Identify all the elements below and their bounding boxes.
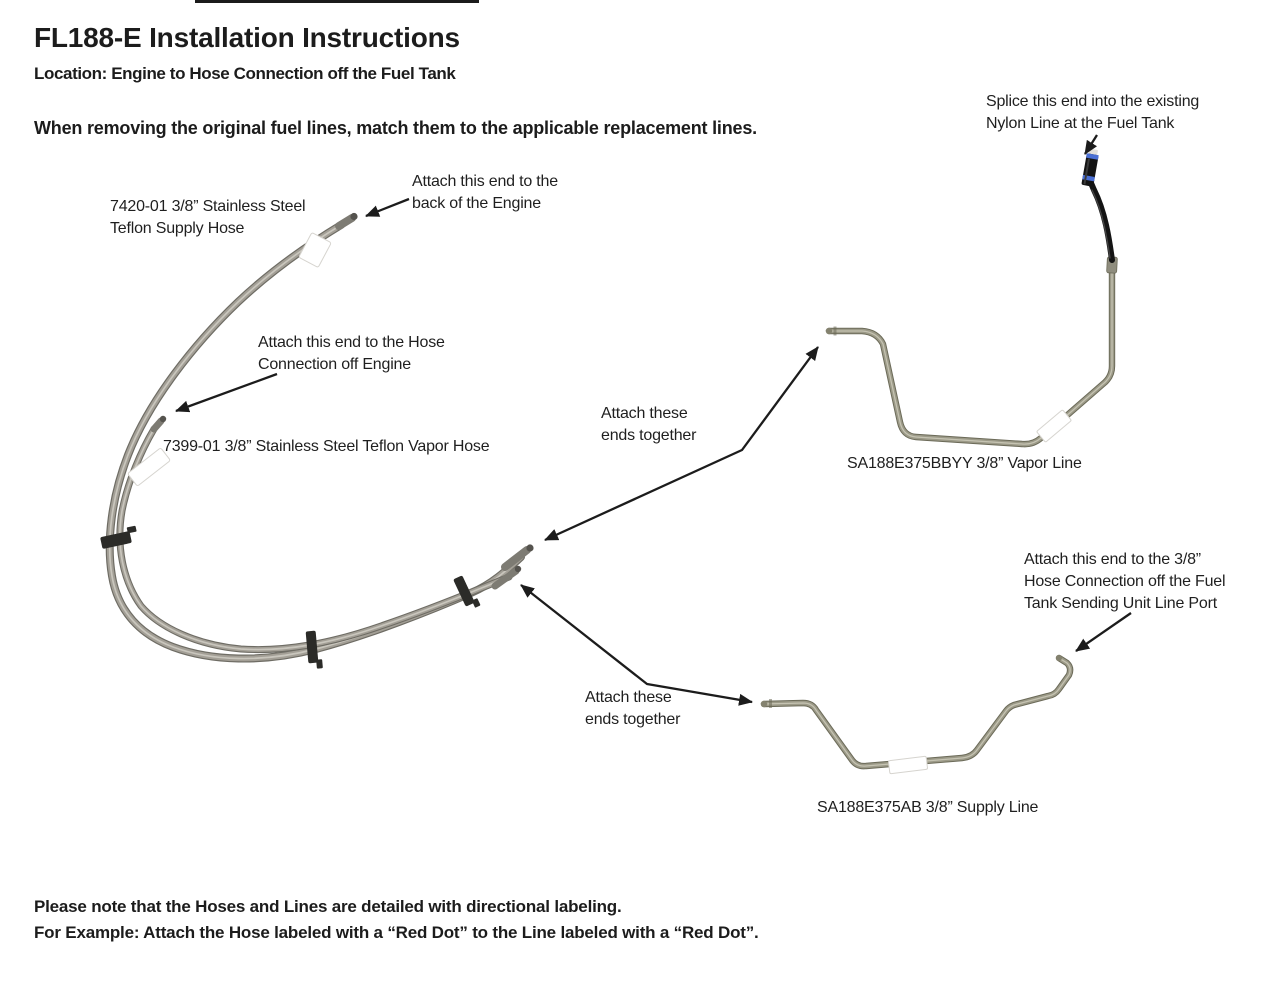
supply-hose-part-label — [110, 196, 305, 240]
footer-note-line2: For Example: Attach the Hose labeled with a “Red Dot” to the Line labeled with a “Red Dot”. — [34, 923, 759, 942]
engine-back-arrow — [366, 199, 409, 216]
vapor-line-hose-barb — [826, 328, 832, 334]
note-line: 7420-01 3/8” Stainless Steel — [110, 198, 306, 215]
vapor-line — [826, 148, 1118, 444]
note-line: Hose Connection off the Fuel — [1024, 573, 1226, 590]
supply-hose-engine-fitting-tip — [350, 213, 357, 220]
hose-connection-arrow — [176, 374, 277, 411]
supply-hose-engine-fitting — [339, 218, 352, 226]
note-line: Splice this end into the existing — [986, 93, 1200, 110]
sending-unit-arrow — [1076, 613, 1131, 651]
attach-together-lower-arrow — [521, 585, 752, 702]
note-line: Attach these — [585, 689, 672, 706]
note-line: Attach these — [601, 405, 688, 422]
note-line: ends together — [585, 711, 681, 728]
supply-line-hose-barb — [761, 701, 767, 707]
attach-together-lower-note — [585, 687, 680, 731]
vapor-hose-engine-fitting — [154, 421, 161, 429]
note-line: Attach this end to the Hose — [258, 334, 445, 351]
footer-note — [34, 894, 759, 946]
vapor-line-part-label: SA188E375BBYY 3/8” Vapor Line — [847, 455, 1082, 472]
note-line: Teflon Supply Hose — [110, 220, 245, 237]
splice-note — [986, 91, 1199, 135]
note-line: Tank Sending Unit Line Port — [1024, 595, 1217, 612]
footer-note-line1: Please note that the Hoses and Lines are detailed with directional labeling. — [34, 897, 622, 916]
vapor-hose-part-label: 7399-01 3/8” Stainless Steel Teflon Vapor Hose — [163, 438, 490, 455]
note-line: Attach this end to the — [412, 173, 558, 190]
note-line: Attach this end to the 3/8” — [1024, 551, 1201, 568]
note-line: back of the Engine — [412, 195, 541, 212]
sending-unit-note — [1024, 549, 1225, 615]
engine-back-note — [412, 171, 558, 215]
vapor-line-barb-ring — [834, 327, 837, 336]
splice-connector — [1081, 148, 1099, 187]
supply-line — [761, 655, 1070, 774]
vapor-line-tag — [1036, 410, 1071, 443]
vapor-hose-engine-fitting-tip — [160, 416, 166, 422]
supply-line-barb-ring — [769, 699, 772, 708]
instruction-text: When removing the original fuel lines, match them to the applicable replacement lines. — [34, 118, 757, 138]
supply-line-part-label: SA188E375AB 3/8” Supply Line — [817, 799, 1039, 816]
supply-line-tag — [888, 756, 927, 774]
page-title: FL188-E Installation Instructions — [34, 22, 460, 53]
note-line: Connection off Engine — [258, 356, 411, 373]
supply-line-tank-tip — [1056, 655, 1062, 661]
vapor-hose-line-fitting-tip — [515, 566, 521, 572]
note-line: ends together — [601, 427, 697, 444]
engine-hose-connection-note — [258, 332, 445, 376]
attach-together-upper-note — [601, 403, 696, 447]
supply-hose-line-fitting-tip — [526, 544, 533, 551]
location-subtitle: Location: Engine to Hose Connection off the Fuel Tank — [34, 64, 456, 83]
note-line: Nylon Line at the Fuel Tank — [986, 115, 1175, 132]
